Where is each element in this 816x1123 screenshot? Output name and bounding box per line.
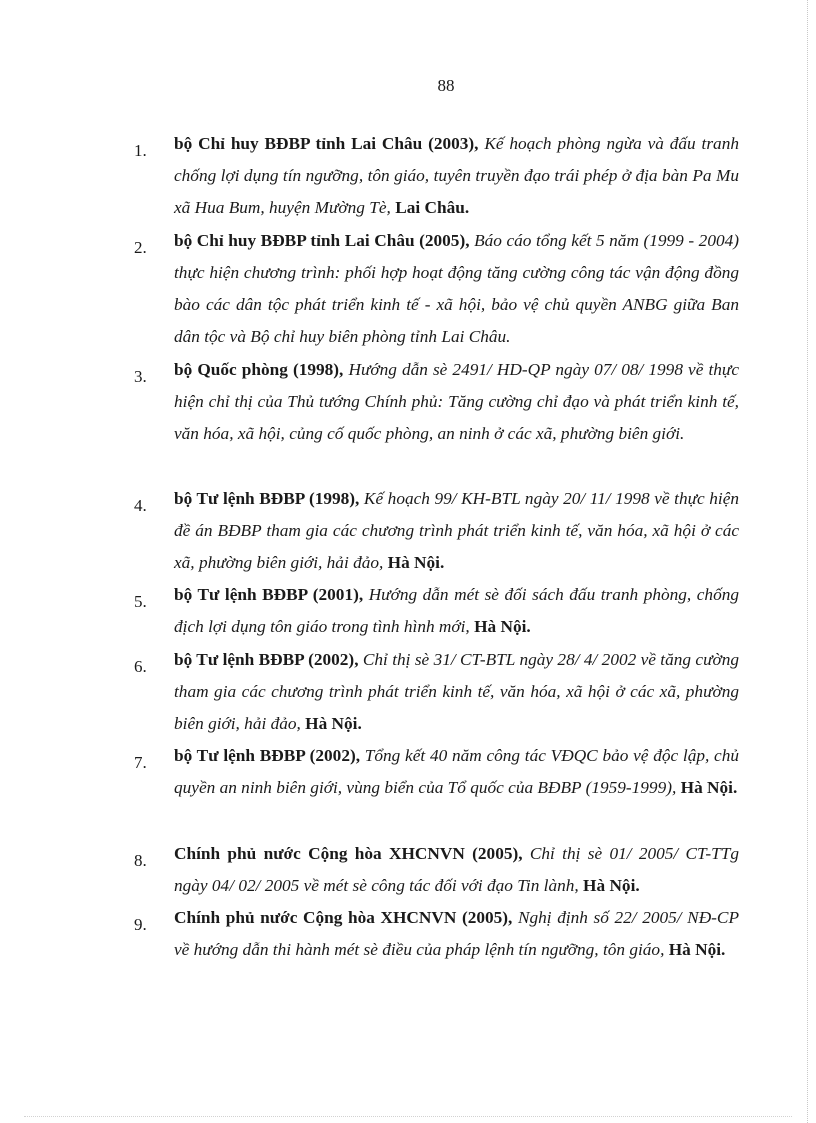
reference-place: Hà Nội. (305, 714, 362, 733)
reference-title: Chỉ thị sè 31/ CT-BTL ngày 28/ 4/ 2002 về tăng cường tham gia các chương trình phát triển kinh tế, văn hóa, xã hội ở các xã, phường biên giới, hải đảo, (174, 650, 739, 733)
reference-author: bộ Chỉ huy BĐBP tỉnh Lai Châu (2005), (174, 231, 470, 250)
reference-place: Hà Nội. (387, 553, 445, 572)
reference-author: bộ Tư lệnh BĐBP (2002), (174, 650, 359, 669)
reference-place: Hà Nội. (474, 617, 531, 636)
reference-title: Kế hoạch 99/ KH-BTL ngày 20/ 11/ 1998 về thực hiện đề án BĐBP tham gia các chương trình phát triển kinh tế, văn hóa, xã hội ở các xã, phường biên giới, hải đảo, (174, 489, 740, 572)
reference-author: Chính phủ nước Cộng hòa XHCNVN (2005), (174, 908, 513, 927)
reference-text (174, 902, 739, 966)
reference-text (174, 354, 739, 450)
page-bottom-edge (24, 1116, 792, 1117)
reference-number: 5. (134, 592, 147, 611)
reference-text (174, 644, 739, 740)
reference-place: Lai Châu. (395, 198, 470, 217)
reference-author: bộ Tư lệnh BĐBP (2001), (174, 585, 364, 604)
reference-author: bộ Chỉ huy BĐBP tỉnh Lai Châu (2003), (174, 134, 479, 153)
reference-title: Hướng dẫn mét sè đối sách đấu tranh phòng, chống địch lợi dụng tôn giáo trong tình hình mới, (174, 585, 739, 636)
reference-number: 6. (134, 657, 147, 676)
reference-text (174, 740, 739, 804)
reference-title: Hướng dẫn sè 2491/ HD-QP ngày 07/ 08/ 1998 về thực hiện chỉ thị của Thủ tướng Chính phủ: Tăng cường chỉ đạo và phát triển kinh tế, văn hóa, xã hội, củng cố quốc phòng, an ninh ở các xã, phường biên giới. (174, 360, 739, 443)
reference-title: Nghị định số 22/ 2005/ NĐ-CP về hướng dẫn thi hành mét sè điều của pháp lệnh tín ngưỡng, tôn giáo, (174, 908, 740, 959)
reference-title: Báo cáo tổng kết 5 năm (1999 - 2004) thực hiện chương trình: phối hợp hoạt động tăng cường công tác vận động đồng bào các dân tộc phát triển kinh tế - xã hội, bảo vệ chủ quyền ANBG giữa Ban dân tộc và Bộ chỉ huy biên phòng tỉnh Lai Châu. (174, 231, 739, 346)
reference-text (174, 483, 739, 579)
reference-number: 7. (134, 753, 147, 772)
reference-author: bộ Tư lệnh BĐBP (2002), (174, 746, 361, 765)
reference-number: 1. (134, 141, 147, 160)
reference-number: 8. (134, 851, 147, 870)
reference-number: 3. (134, 367, 147, 386)
reference-author: bộ Quốc phòng (1998), (174, 360, 344, 379)
reference-author: bộ Tư lệnh BĐBP (1998), (174, 489, 360, 508)
reference-text (174, 838, 739, 902)
reference-place: Hà Nội. (668, 940, 726, 959)
reference-title: Chỉ thị sè 01/ 2005/ CT-TTg ngày 04/ 02/ 2005 về mét sè công tác đối với đạo Tin lành, (174, 844, 739, 895)
reference-number: 2. (134, 238, 147, 257)
reference-number: 9. (134, 915, 147, 934)
reference-text (174, 579, 739, 643)
reference-text (174, 225, 739, 353)
reference-place: Hà Nội. (583, 876, 640, 895)
reference-title: Kế hoạch phòng ngừa và đấu tranh chống lợi dụng tín ngưỡng, tôn giáo, tuyên truyền đạo trái phép ở địa bàn Pa Mu xã Hua Bum, huyện Mường Tè, (174, 134, 739, 217)
page-right-edge (807, 0, 808, 1123)
reference-number: 4. (134, 496, 147, 515)
reference-place: Hà Nội. (680, 778, 738, 797)
reference-author: Chính phủ nước Cộng hòa XHCNVN (2005), (174, 844, 523, 863)
reference-title: Tổng kết 40 năm công tác VĐQC bảo vệ độc lập, chủ quyền an ninh biên giới, vùng biển của Tổ quốc của BĐBP (1959-1999), (174, 746, 739, 797)
reference-text (174, 128, 739, 224)
page-number: 88 (437, 76, 455, 95)
